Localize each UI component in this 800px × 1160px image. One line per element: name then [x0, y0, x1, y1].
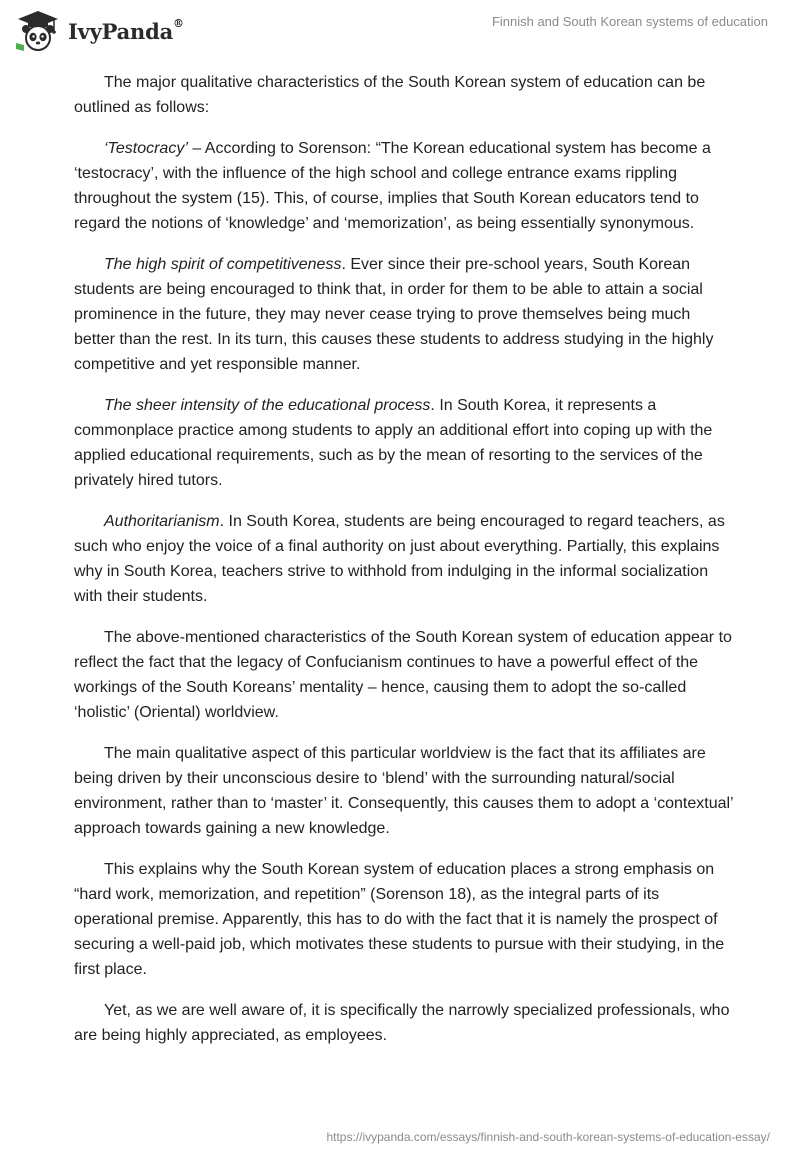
paragraph: The main qualitative aspect of this particular worldview is the fact that its affiliates are being driven by their unconscious desire to ‘blend’ with the surrounding natural/social environment, rather than to ‘master’ it. Consequently, this causes them to adopt a ‘contextual’ approach towards gaining a new knowledge.: [74, 745, 734, 837]
source-url-link[interactable]: https://ivypanda.com/essays/finnish-and-south-korean-systems-of-education-essay/: [326, 1130, 770, 1144]
panda-logo-icon: [14, 9, 62, 53]
document-title: Finnish and South Korean systems of education: [491, 14, 768, 29]
paragraph: The sheer intensity of the educational process. In South Korea, it represents a commonplace practice among students to apply an additional effort into coping up with the applied educational requirements, such as by the mean of resorting to the services of the privately hired tutors.: [74, 397, 713, 489]
paragraph: This explains why the South Korean system of education places a strong emphasis on “hard work, memorization, and repetition” (Sorenson 18), as the integral parts of its operational premise. Apparently, this has to do with the fact that it is namely the prospect of securing a well-paid job, which motivates these students to pursue with their studying, in the first place.: [74, 861, 725, 978]
paragraph: The high spirit of competitiveness. Ever since their pre-school years, South Korean students are being encouraged to think that, in order for them to be able to attain a social prominence in the future, they may never cease trying to prove themselves being much better than the rest. In its turn, this causes these students to address studying in the highly competitive and yet responsible manner.: [74, 256, 714, 373]
paragraph: The major qualitative characteristics of the South Korean system of education can be outlined as follows:: [74, 74, 706, 116]
essay-body: [74, 70, 734, 1064]
logo[interactable]: [14, 8, 184, 54]
paragraph: Authoritarianism. In South Korea, students are being encouraged to regard teachers, as such who enjoy the voice of a final authority on just about everything. Partially, this explains why in South Korea, teachers strive to withhold from indulging in the informal socialization with their students.: [74, 513, 725, 605]
paragraph: The above-mentioned characteristics of the South Korean system of education appear to reflect the fact that the legacy of Confucianism continues to have a powerful effect of the workings of the South Koreans’ mentality – hence, causing them to adopt the so-called ‘holistic’ (Oriental) worldview.: [74, 629, 732, 721]
logo-text: IvyPanda®: [68, 16, 184, 44]
paragraph: ‘Testocracy’ – According to Sorenson: “The Korean educational system has become a ‘testocracy’, with the influence of the high school and college entrance exams rippling throughout the system (15). This, of course, implies that South Korean educators tend to regard the notions of ‘knowledge’ and ‘memorization’, as being essentially synonymous.: [74, 140, 711, 232]
paragraph: Yet, as we are well aware of, it is specifically the narrowly specialized professionals, who are being highly appreciated, as employees.: [74, 1002, 730, 1044]
page-header: [0, 0, 800, 60]
